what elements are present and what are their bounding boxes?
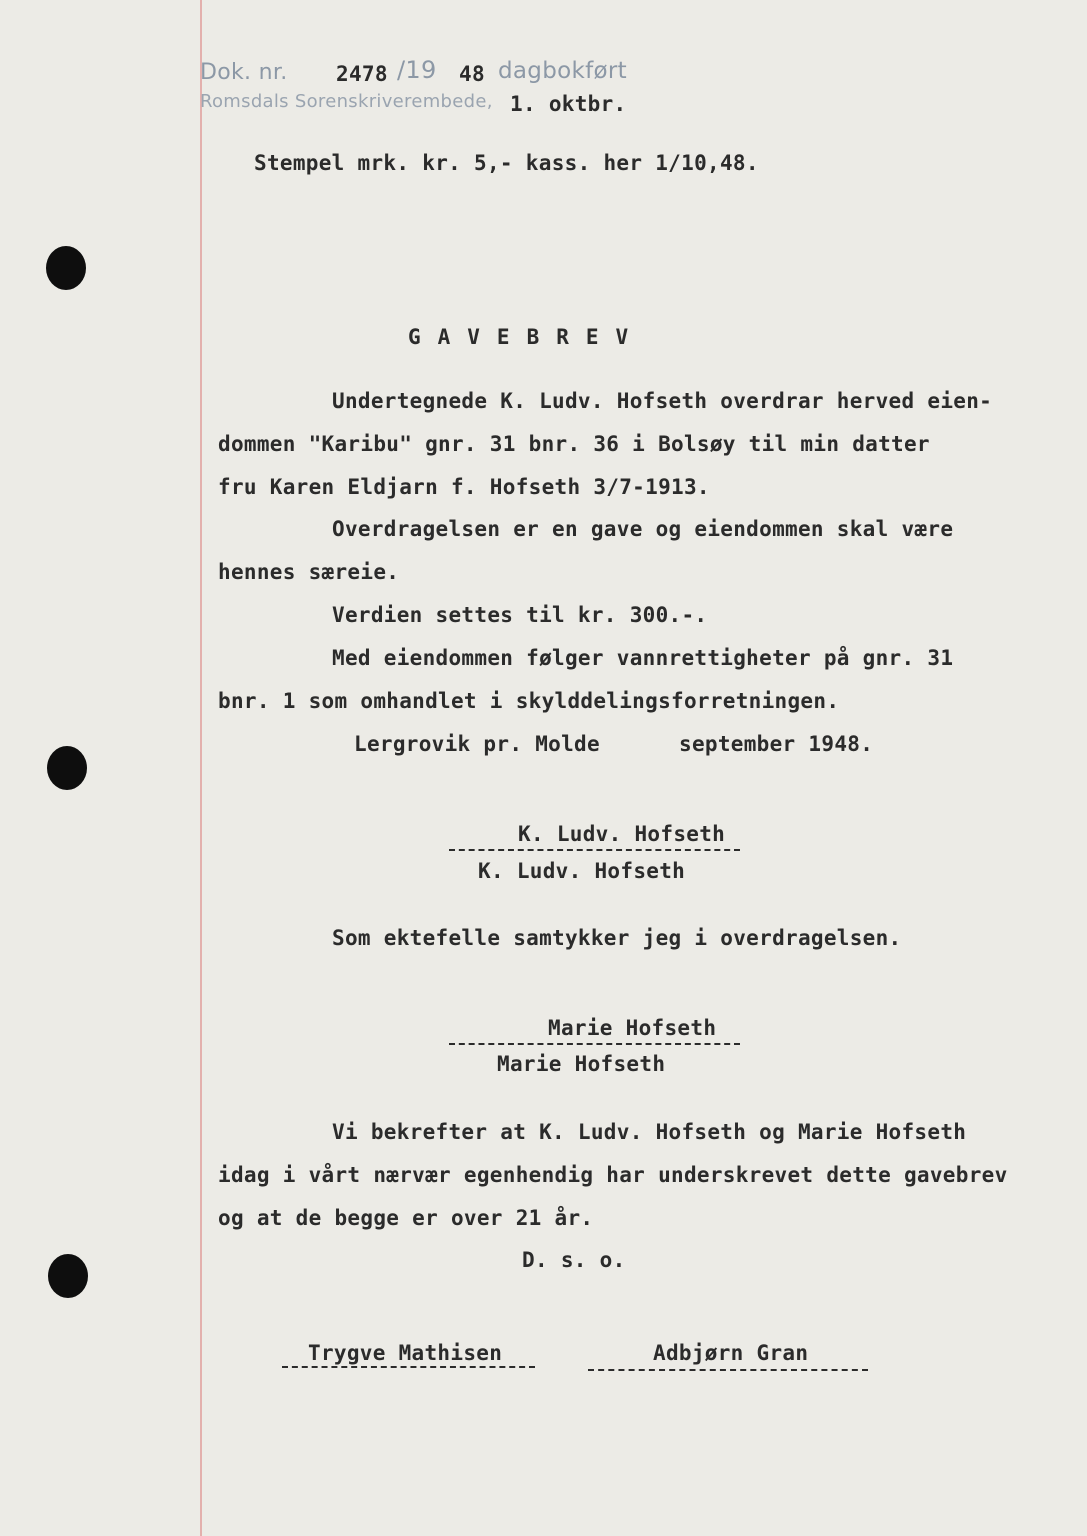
signature-1: K. Ludv. Hofseth <box>518 822 726 846</box>
body-line: Med eiendommen følger vannrettigheter på gnr. 31 <box>332 646 954 670</box>
body-line: dommen "Karibu" gnr. 31 bnr. 36 i Bolsøy til min datter <box>218 432 930 456</box>
body-line: bnr. 1 som omhandlet i skylddelingsforretningen. <box>218 689 840 713</box>
signature-line <box>588 1369 868 1371</box>
document-title: GAVEBREV <box>408 325 646 349</box>
body-line: Undertegnede K. Ludv. Hofseth overdrar herved eien- <box>332 389 993 413</box>
stamp-duty-line: Stempel mrk. kr. 5,- kass. her 1/10,48. <box>254 151 759 175</box>
stamp-label: dagbokført <box>498 58 627 84</box>
place: Lergrovik pr. Molde <box>354 732 600 756</box>
printed-name-1: K. Ludv. Hofseth <box>478 859 686 883</box>
signature-line <box>449 849 740 851</box>
witness-2: Adbjørn Gran <box>653 1341 809 1365</box>
body-line: fru Karen Eldjarn f. Hofseth 3/7-1913. <box>218 475 710 499</box>
signature-line <box>449 1043 740 1045</box>
consent-text: Som ektefelle samtykker jeg i overdragelsen. <box>332 926 902 950</box>
date: september 1948. <box>679 732 874 756</box>
witness-line: idag i vårt nærvær egenhendig har underskrevet dette gavebrev <box>218 1163 1008 1187</box>
witness-1: Trygve Mathisen <box>308 1341 503 1365</box>
body-line: Verdien settes til kr. 300.-. <box>332 603 708 627</box>
body-line: hennes særeie. <box>218 560 400 584</box>
punch-hole <box>46 246 86 290</box>
punch-hole <box>48 1254 88 1298</box>
stamp-prefix: Dok. nr. <box>200 60 288 85</box>
stamp-office: Romsdals Sorenskriverembede, <box>200 91 493 112</box>
printed-name-2: Marie Hofseth <box>497 1052 666 1076</box>
witness-line: og at de begge er over 21 år. <box>218 1206 594 1230</box>
signature-2: Marie Hofseth <box>548 1016 717 1040</box>
stamp-number: 2478 <box>336 62 388 86</box>
body-line: Overdragelsen er en gave og eiendommen skal være <box>332 517 954 541</box>
margin-line <box>200 0 202 1536</box>
signature-line <box>282 1366 535 1368</box>
stamp-year: 48 <box>459 62 485 86</box>
witness-line: Vi bekrefter at K. Ludv. Hofseth og Marie Hofseth <box>332 1120 967 1144</box>
punch-hole <box>47 746 87 790</box>
stamp-date: 1. oktbr. <box>510 92 627 116</box>
stamp-year-prefix: /19 <box>397 56 437 84</box>
dso: D. s. o. <box>522 1248 626 1272</box>
